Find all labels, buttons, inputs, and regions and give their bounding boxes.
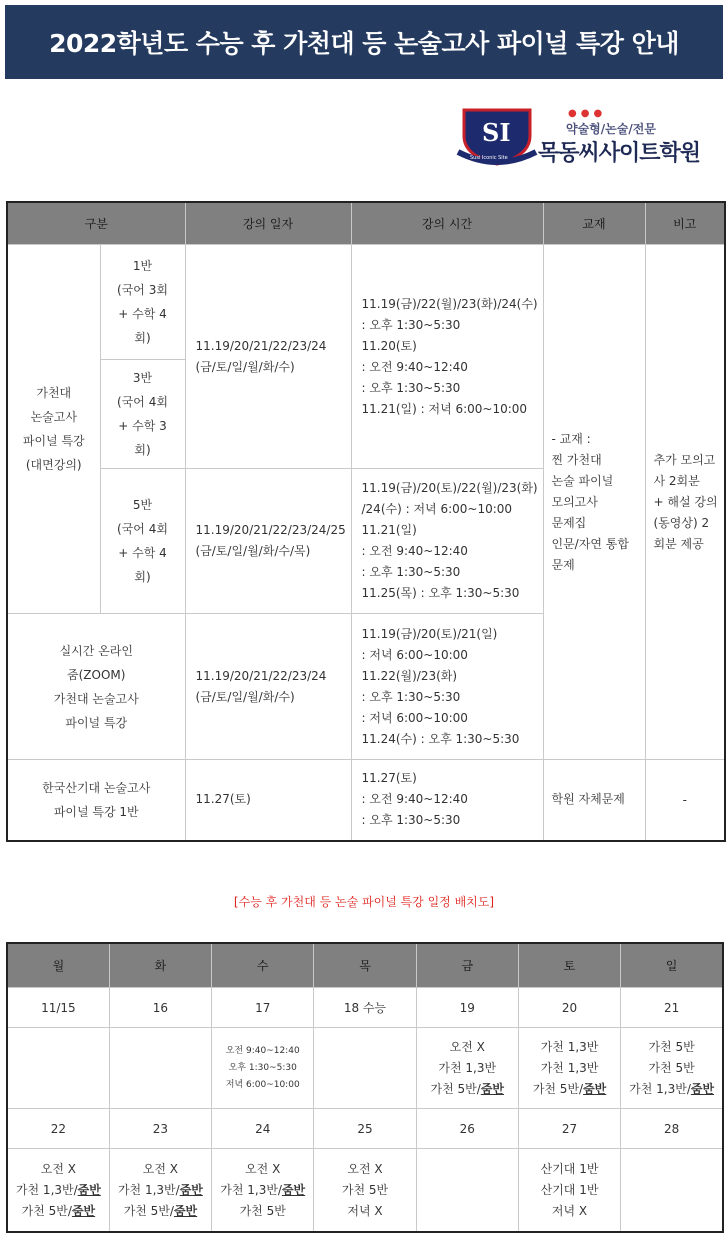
text-line: 오전 9:40~12:40 [225,1045,300,1056]
emblem-subtext: Susi Iconic Site [470,155,508,161]
date-cell: 11/15 [7,988,109,1028]
text-line: /24(수) : 저녁 6:00~10:00 [361,502,513,516]
day-thu: 목 [314,943,416,988]
text-line: 회) [134,570,151,584]
text-line: : 저녁 6:00~10:00 [361,647,468,662]
text-line: 인문/자연 통합 [551,536,629,551]
text-line: + 수학 3 [118,419,167,433]
page-title: 2022학년도 수능 후 가천대 등 논술고사 파이널 특강 안내 [49,29,679,58]
header-date: 강의 일자 [185,202,351,245]
text-line: 오전 X [449,1039,485,1054]
text-line: : 오후 1:30~5:30 [361,813,461,828]
activity-cell [109,1028,211,1109]
activity-cell [7,1028,109,1109]
text-line: 모의고사 [551,494,598,509]
day-tue: 화 [109,943,211,988]
text-line: 가천 1,3반/줌반 [15,1182,101,1197]
text-line: - 교재 : [551,431,591,446]
activity-cell [621,1149,723,1233]
time-online [351,614,543,760]
text-line: (금/토/일/월/화/수/목) [195,544,311,558]
emblem-text: SI [482,118,511,147]
activity-cell [416,1028,518,1109]
header-time: 강의 시간 [351,202,543,245]
text-line: 오전 X [245,1161,281,1176]
text-line: 문제집 [551,515,587,530]
date-cell: 25 [314,1109,416,1149]
text-line: 저녁 6:00~10:00 [225,1079,300,1090]
logo-tagline: 약술형/논술/전문 [566,122,656,136]
date-cell: 28 [621,1109,723,1149]
logo-name: 목동씨사이트학원 [538,141,701,166]
academy-logo [456,106,724,170]
date-cell: 27 [518,1109,620,1149]
text-line: (대면강의) [25,458,82,472]
date-cell: 22 [7,1109,109,1149]
activity-cell [7,1149,109,1233]
text-line: 가천 5반/줌반 [21,1203,96,1218]
text-line: 실시간 온라인 [59,643,133,658]
group-hanguk [7,760,185,841]
calendar-header-row [7,943,723,988]
class-1 [100,245,185,360]
text-line: + 해설 강의 [653,494,718,509]
week2-activities-row [7,1149,723,1233]
date-cell: 26 [416,1109,518,1149]
date-class-1-3 [185,245,351,469]
text-line: 오전 X [40,1161,76,1176]
text-line: 가천 5반 [239,1203,286,1218]
time-class-5 [351,469,543,614]
textbook-gachon [543,245,645,760]
text-line: 가천 1,3반 [540,1060,599,1075]
text-line: 5반 [132,498,153,512]
text-line: 가천 5반 [648,1039,695,1054]
text-line: 줌(ZOOM) [67,667,126,682]
text-line: : 오전 9:40~12:40 [361,544,468,558]
text-line: 11.21(일) : 저녁 6:00~10:00 [361,401,528,416]
text-line: (국어 3회 [117,283,168,297]
schedule-table [6,201,726,842]
activity-cell [212,1149,314,1233]
text-line: 오전 X [142,1161,179,1176]
text-line: 가천 1,3반 [438,1060,497,1075]
activity-cell [518,1028,620,1109]
activity-cell [109,1149,211,1233]
day-sat: 토 [518,943,620,988]
text-line: 오전 X [347,1161,383,1176]
text-line: 산기대 1반 [540,1182,599,1197]
text-line: 가천대 [36,386,72,400]
text-line: 가천 1,3반 [540,1039,599,1054]
text-line: 가천 5반 [341,1182,389,1197]
activity-cell [621,1028,723,1109]
text-line: 11.19/20/21/22/23/24/25 [195,523,346,537]
text-line: 가천 5반/줌반 [430,1081,504,1096]
date-cell: 17 [212,988,314,1028]
date-cell: 20 [518,988,620,1028]
time-hanguk [351,760,543,841]
header-textbook: 교재 [543,202,645,245]
text-line: (국어 4회 [117,395,168,409]
day-mon: 월 [7,943,109,988]
text-line: 오후 1:30~5:30 [228,1062,297,1073]
text-line: 회분 제공 [653,536,704,551]
table-header-row [7,202,725,245]
text-line: 11.19(금)/22(월)/23(화)/24(수) [361,296,538,311]
date-cell: 24 [212,1109,314,1149]
activity-cell [518,1149,620,1233]
text-line: 가천 5반/줌반 [532,1081,607,1096]
text-line: 11.19/20/21/22/23/24 [195,338,327,353]
text-line: 파이널 특강 [65,715,128,730]
text-line: : 오후 1:30~5:30 [361,565,461,579]
week2-dates-row [7,1109,723,1149]
text-line: 11.27(토) [361,771,417,786]
text-line: 가천 5반 [648,1060,695,1075]
activity-cell [212,1028,314,1109]
day-sun: 일 [621,943,723,988]
text-line: : 저녁 6:00~10:00 [361,710,468,725]
text-line: 찐 가천대 [551,452,602,467]
date-cell: 23 [109,1109,211,1149]
day-fri: 금 [416,943,518,988]
text-line: 11.19/20/21/22/23/24 [195,668,327,683]
text-line: 가천 5반/줌반 [123,1203,198,1218]
date-hanguk: 11.27(토) [185,760,351,841]
text-line: + 수학 4 [118,546,167,560]
page-banner [5,5,723,79]
text-line: 11.24(수) : 오후 1:30~5:30 [361,731,520,746]
text-line: 3반 [132,371,153,385]
text-line: 11.22(월)/23(화) [361,668,458,683]
text-line: 파이널 특강 1반 [53,804,139,819]
text-line: (국어 4회 [117,522,168,536]
calendar-table [6,942,724,1233]
day-wed: 수 [212,943,314,988]
text-line: 가천대 논술고사 [53,691,139,706]
week1-activities-row [7,1028,723,1109]
text-line: + 수학 4 [118,307,167,321]
text-line: 11.19(금)/20(토)/21(일) [361,626,498,641]
text-line: 회) [134,443,151,457]
text-line: : 오전 9:40~12:40 [361,359,468,374]
text-line: 11.25(목) : 오후 1:30~5:30 [361,586,520,600]
header-category: 구분 [7,202,185,245]
text-line: 저녁 X [551,1203,588,1218]
header-note: 비고 [645,202,725,245]
text-line: 가천 1,3반/줌반 [117,1182,203,1197]
text-line: 산기대 1반 [540,1161,599,1176]
text-line: (금/토/일/월/화/수) [195,689,295,704]
week1-dates-row [7,988,723,1028]
table-row [7,760,725,841]
text-line: 추가 모의고 [653,452,716,467]
text-line: 가천 1,3반/줌반 [220,1182,306,1197]
calendar-title: [수능 후 가천대 등 논술 파이널 특강 일정 배치도] [233,895,495,909]
date-cell: 18 수능 [314,988,416,1028]
text-line: 저녁 X [347,1203,383,1218]
text-line: (금/토/일/월/화/수) [195,359,295,374]
text-line: 논술 파이널 [551,473,614,488]
note-hanguk: - [645,760,725,841]
note-gachon [645,245,725,760]
date-cell: 19 [416,988,518,1028]
time-class-1-3 [351,245,543,469]
text-line: 회) [134,331,151,345]
text-line: : 오후 1:30~5:30 [361,689,461,704]
text-line: 파이널 특강 [22,434,85,448]
text-line: 11.20(토) [361,338,417,353]
class-3 [100,360,185,469]
text-line: : 오후 1:30~5:30 [361,380,461,395]
text-line: 가천 1,3반/줌반 [629,1081,715,1096]
text-line: 문제 [551,557,575,572]
text-line: 11.21(일) [361,523,417,537]
text-line: : 오후 1:30~5:30 [361,317,461,332]
date-cell: 21 [621,988,723,1028]
date-class-5 [185,469,351,614]
text-line: 11.19(금)/20(토)/22(월)/23(화) [361,481,538,495]
class-5 [100,469,185,614]
textbook-hanguk: 학원 자체문제 [543,760,645,841]
activity-cell [416,1149,518,1233]
activity-cell [314,1149,416,1233]
text-line: : 오전 9:40~12:40 [361,792,468,807]
text-line: 1반 [132,259,153,273]
text-line: 사 2회분 [653,473,700,488]
table-row [7,245,725,360]
date-online [185,614,351,760]
decorative-dots: ●●● [568,108,607,119]
text-line: 논술고사 [30,410,77,424]
date-cell: 16 [109,988,211,1028]
group-online-zoom [7,614,185,760]
text-line: 한국산기대 논술고사 [42,780,151,795]
activity-cell [314,1028,416,1109]
text-line: (동영상) 2 [653,515,710,530]
group-gachon-offline [7,245,100,614]
